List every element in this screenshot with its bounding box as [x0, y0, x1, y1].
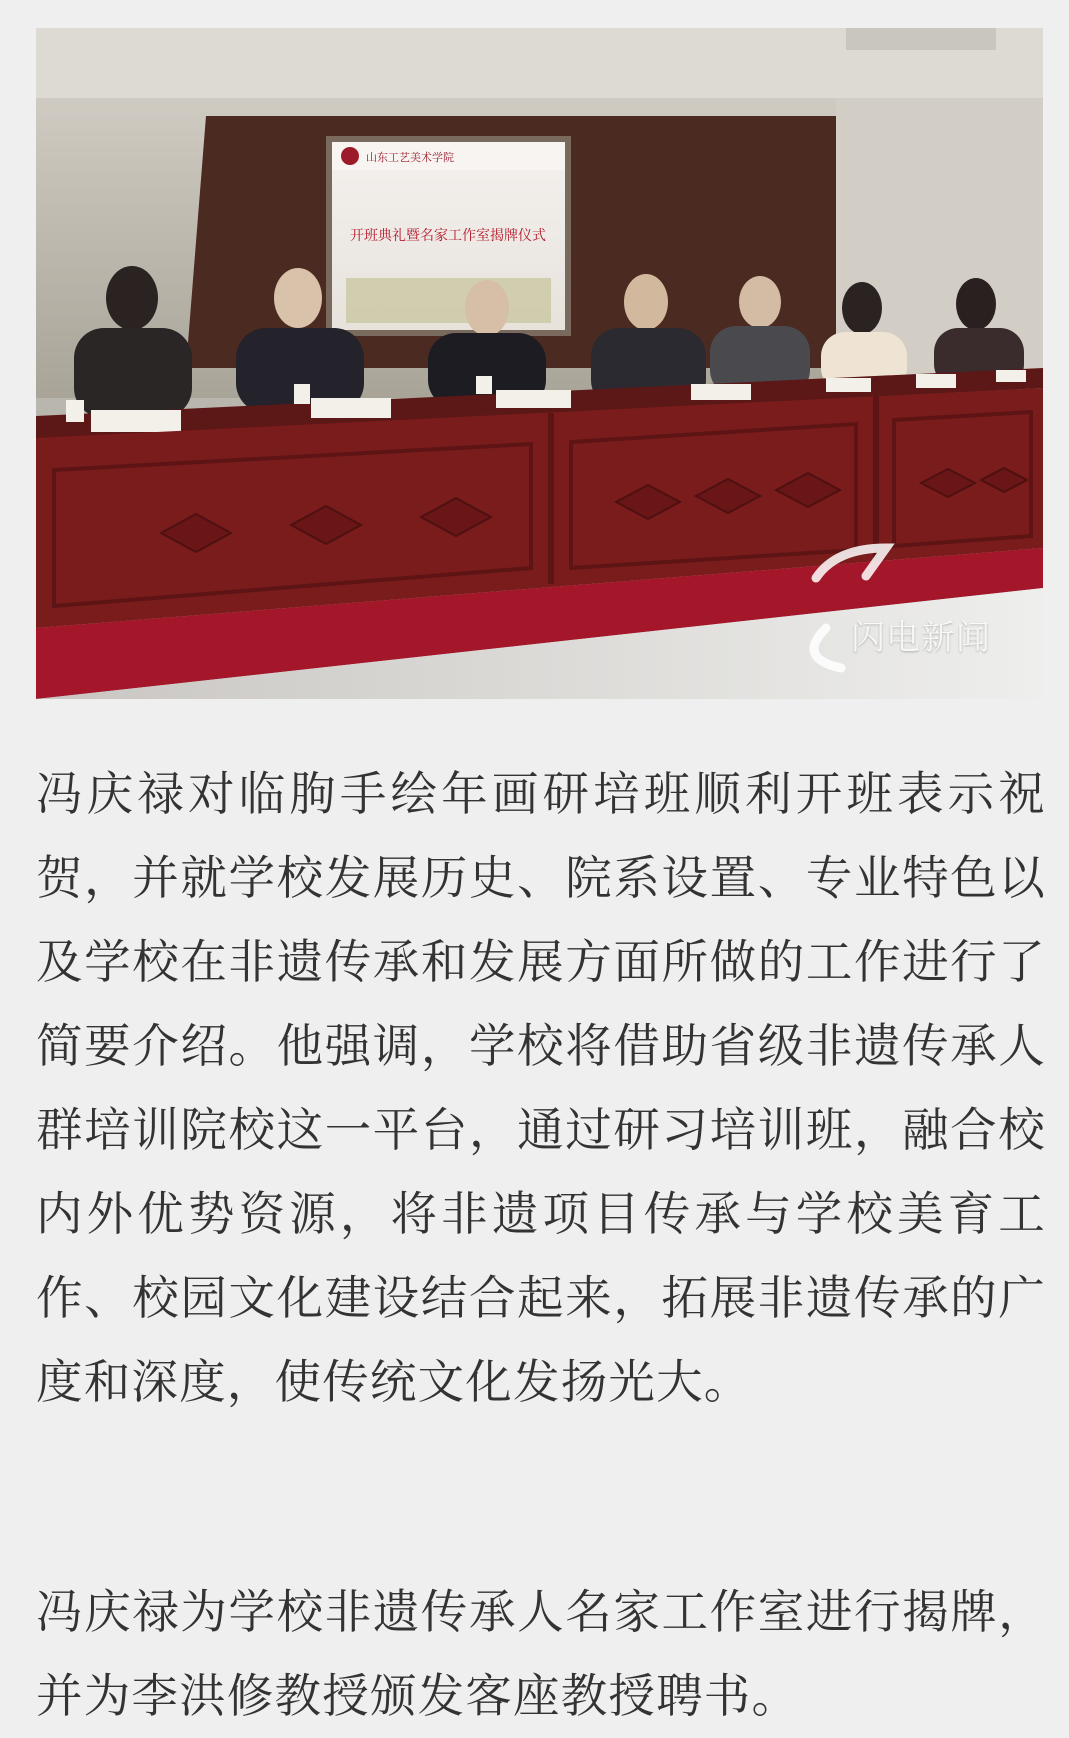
screen-header-text: 山东工艺美术学院: [366, 151, 454, 164]
article-paragraph-1: 冯庆禄对临朐手绘年画研培班顺利开班表示祝贺，并就学校发展历史、院系设置、专业特色以及学校在非遗传承和发展方面所做的工作进行了简要介绍。他强调，学校将借助省级非遗传承人群培训院校这一平台，通过研习培训班，融合校内外优势资源，将非遗项目传承与学校美育工作、校园文化建设结合起来，拓展非遗传承的广度和深度，使传统文化发扬光大。: [36, 767, 1046, 1409]
watermark-text: 闪电新闻: [851, 618, 991, 658]
article-photo[interactable]: [36, 28, 1043, 699]
conference-photo-illustration: [36, 28, 1043, 699]
screen-banner-text: 开班典礼暨名家工作室揭牌仪式: [350, 228, 546, 244]
article-paragraph-2: 冯庆禄为学校非遗传承人名家工作室进行揭牌，并为李洪修教授颁发客座教授聘书。: [36, 1585, 1046, 1723]
